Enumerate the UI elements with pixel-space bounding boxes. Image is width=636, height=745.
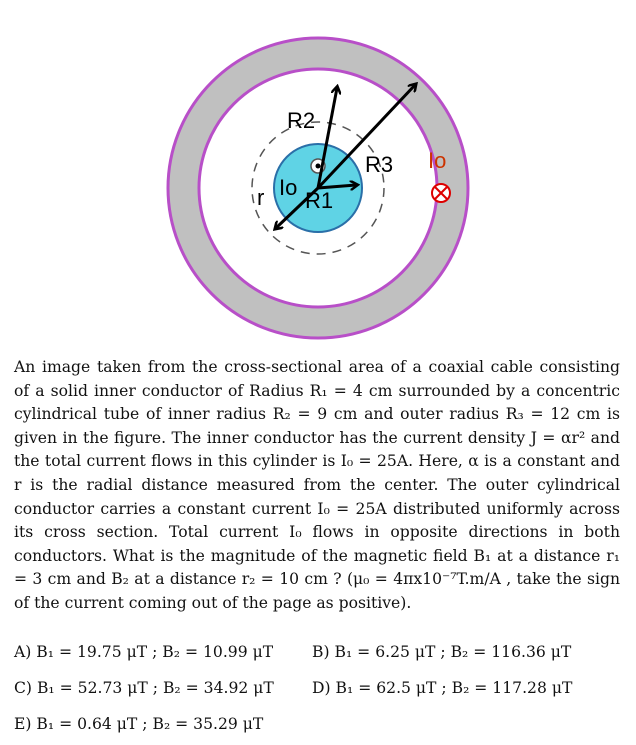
option-d[interactable]: D) B₁ = 62.5 μT ; B₂ = 117.28 μT xyxy=(312,679,573,697)
r3-label: R3 xyxy=(365,152,394,177)
option-b[interactable]: B) B₁ = 6.25 μT ; B₂ = 116.36 μT xyxy=(312,643,572,661)
r-label: r xyxy=(257,185,265,210)
into-page-cross-icon xyxy=(432,184,450,202)
answer-options xyxy=(14,643,620,743)
coaxial-cable-figure xyxy=(0,0,636,350)
problem-statement xyxy=(14,356,620,616)
outer-current-label: Io xyxy=(428,148,447,173)
inner-current-label: Io xyxy=(279,175,298,200)
option-e[interactable]: E) B₁ = 0.64 μT ; B₂ = 35.29 μT xyxy=(14,715,264,733)
option-a[interactable]: A) B₁ = 19.75 μT ; B₂ = 10.99 μT xyxy=(14,643,274,661)
option-c[interactable]: C) B₁ = 52.73 μT ; B₂ = 34.92 μT xyxy=(14,679,274,697)
r1-label: R1 xyxy=(305,188,334,213)
problem-text: An image taken from the cross-sectional area of a coaxial cable consisting of a solid inner conductor of Radius R₁ = 4 cm surrounded by a concentric cylindrical tube of inner radius R₂ = 9 cm and outer radius R₃ = 12 cm is given in the figure. The inner conductor has the current density J = αr² and the total current flows in this cylinder is I₀ = 25A. Here, α is a constant and r is the radial distance measured from the center. The outer cylindrical conductor carries a constant current I₀ = 25A distributed uniformly across its cross section. Total current I₀ flows in opposite directions in both conductors. What is the magnitude of the magnetic field B₁ at a distance r₁ = 3 cm and B₂ at a distance r₂ = 10 cm ? (μ₀ = 4πx10⁻⁷T.m/A , take the sign of the current coming out of the page as positive). xyxy=(14,358,620,612)
r2-label: R2 xyxy=(287,108,316,133)
